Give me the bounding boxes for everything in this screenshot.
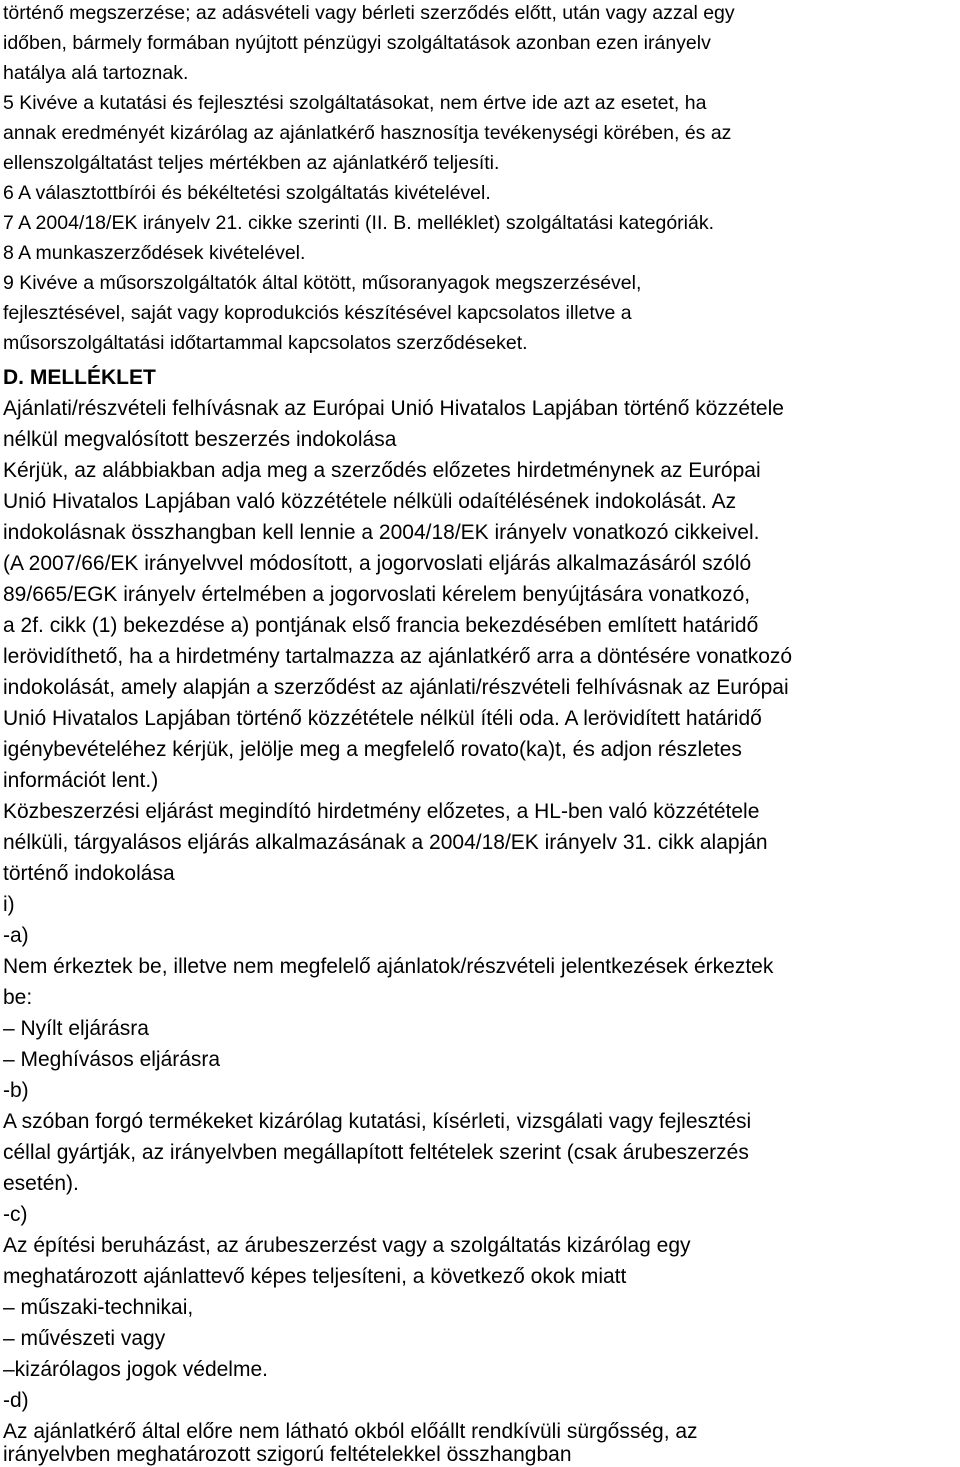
list-marker: -d) [3, 1389, 29, 1412]
paragraph-line: lerövidíthető, ha a hirdetmény tartalmazza az ajánlatkérő arra a döntésére vonatkozó [3, 645, 793, 668]
paragraph-line: be: [3, 986, 33, 1009]
section-title-line: történő indokolása [3, 862, 175, 885]
footnote-6: 6 A választottbírói és békéltetési szolgáltatás kivételével. [3, 182, 491, 204]
paragraph-line: A szóban forgó termékeket kizárólag kutatási, kísérleti, vizsgálati vagy fejlesztési [3, 1110, 752, 1133]
paragraph-line: 89/665/EGK irányelv értelmében a jogorvoslati kérelem benyújtására vonatkozó, [3, 583, 751, 606]
paragraph-line: Az építési beruházást, az árubeszerzést vagy a szolgáltatás kizárólag egy [3, 1234, 691, 1257]
paragraph-line: indokolásnak összhangban kell lennie a 2004/18/EK irányelv vonatkozó cikkeivel. [3, 521, 760, 544]
footnote-text-line: hatálya alá tartoznak. [3, 62, 189, 84]
footnote-text-line: műsorszolgáltatási időtartammal kapcsolatos szerződéseket. [3, 332, 528, 354]
footnote-text-line: időben, bármely formában nyújtott pénzügyi szolgáltatások azonban ezen irányelv [3, 32, 711, 54]
annex-title-line: Ajánlati/részvételi felhívásnak az Európai Unió Hivatalos Lapjában történő közzétele [3, 397, 784, 420]
footnote-5: 5 Kivéve a kutatási és fejlesztési szolgáltatásokat, nem értve ide azt az esetet, ha [3, 92, 707, 114]
footnote-text-line: ellenszolgáltatást teljes mértékben az ajánlatkérő teljesíti. [3, 152, 500, 174]
list-marker: -b) [3, 1079, 29, 1102]
list-marker: i) [3, 893, 15, 916]
footnote-text-line: annak eredményét kizárólag az ajánlatkérő hasznosítja tevékenységi körében, és az [3, 122, 732, 144]
list-item: – műszaki-technikai, [3, 1296, 194, 1319]
paragraph-line: irányelvben meghatározott szigorú feltételekkel összhangban [3, 1443, 572, 1466]
paragraph-line: Unió Hivatalos Lapjában való közzététele nélküli odaítélésének indokolását. Az [3, 490, 737, 513]
paragraph-line: esetén). [3, 1172, 79, 1195]
annex-title-line: nélkül megvalósított beszerzés indokolása [3, 428, 397, 451]
paragraph-line: Kérjük, az alábbiakban adja meg a szerződés előzetes hirdetménynek az Európai [3, 459, 761, 482]
annex-heading: D. MELLÉKLET [3, 366, 156, 389]
list-item: –kizárólagos jogok védelme. [3, 1358, 268, 1381]
paragraph-line: információt lent.) [3, 769, 159, 792]
footnote-9: 9 Kivéve a műsorszolgáltatók által kötött, műsoranyagok megszerzésével, [3, 272, 642, 294]
paragraph-line: Nem érkeztek be, illetve nem megfelelő ajánlatok/részvételi jelentkezések érkeztek [3, 955, 774, 978]
list-item: – Meghívásos eljárásra [3, 1048, 221, 1071]
paragraph-line: meghatározott ajánlattevő képes teljesíteni, a következő okok miatt [3, 1265, 627, 1288]
footnote-7: 7 A 2004/18/EK irányelv 21. cikke szerinti (II. B. melléklet) szolgáltatási kategóriák. [3, 212, 715, 234]
list-marker: -a) [3, 924, 29, 947]
paragraph-line: a 2f. cikk (1) bekezdése a) pontjának első francia bekezdésében említett határidő [3, 614, 759, 637]
list-item: – művészeti vagy [3, 1327, 166, 1350]
paragraph-line: céllal gyártják, az irányelvben megállapított feltételek szerint (csak árubeszerzés [3, 1141, 749, 1164]
paragraph-line: Az ajánlatkérő által előre nem látható okból előállt rendkívüli sürgősség, az [3, 1420, 698, 1443]
section-title-line: nélküli, tárgyalásos eljárás alkalmazásának a 2004/18/EK irányelv 31. cikk alapján [3, 831, 768, 854]
paragraph-line: Unió Hivatalos Lapjában történő közzététele nélkül ítéli oda. A lerövidített határidő [3, 707, 762, 730]
footnote-text-line: történő megszerzése; az adásvételi vagy bérleti szerződés előtt, után vagy azzal egy [3, 2, 735, 24]
paragraph-line: (A 2007/66/EK irányelvvel módosított, a jogorvoslati eljárás alkalmazásáról szóló [3, 552, 752, 575]
footnote-8: 8 A munkaszerződések kivételével. [3, 242, 306, 264]
paragraph-line: indokolását, amely alapján a szerződést az ajánlati/részvételi felhívásnak az Európai [3, 676, 789, 699]
list-marker: -c) [3, 1203, 28, 1226]
section-title-line: Közbeszerzési eljárást megindító hirdetmény előzetes, a HL-ben való közzététele [3, 800, 760, 823]
footnote-text-line: fejlesztésével, saját vagy koprodukciós készítésével kapcsolatos illetve a [3, 302, 632, 324]
paragraph-line: igénybevételéhez kérjük, jelölje meg a megfelelő rovato(ka)t, és adjon részletes [3, 738, 742, 761]
list-item: – Nyílt eljárásra [3, 1017, 149, 1040]
